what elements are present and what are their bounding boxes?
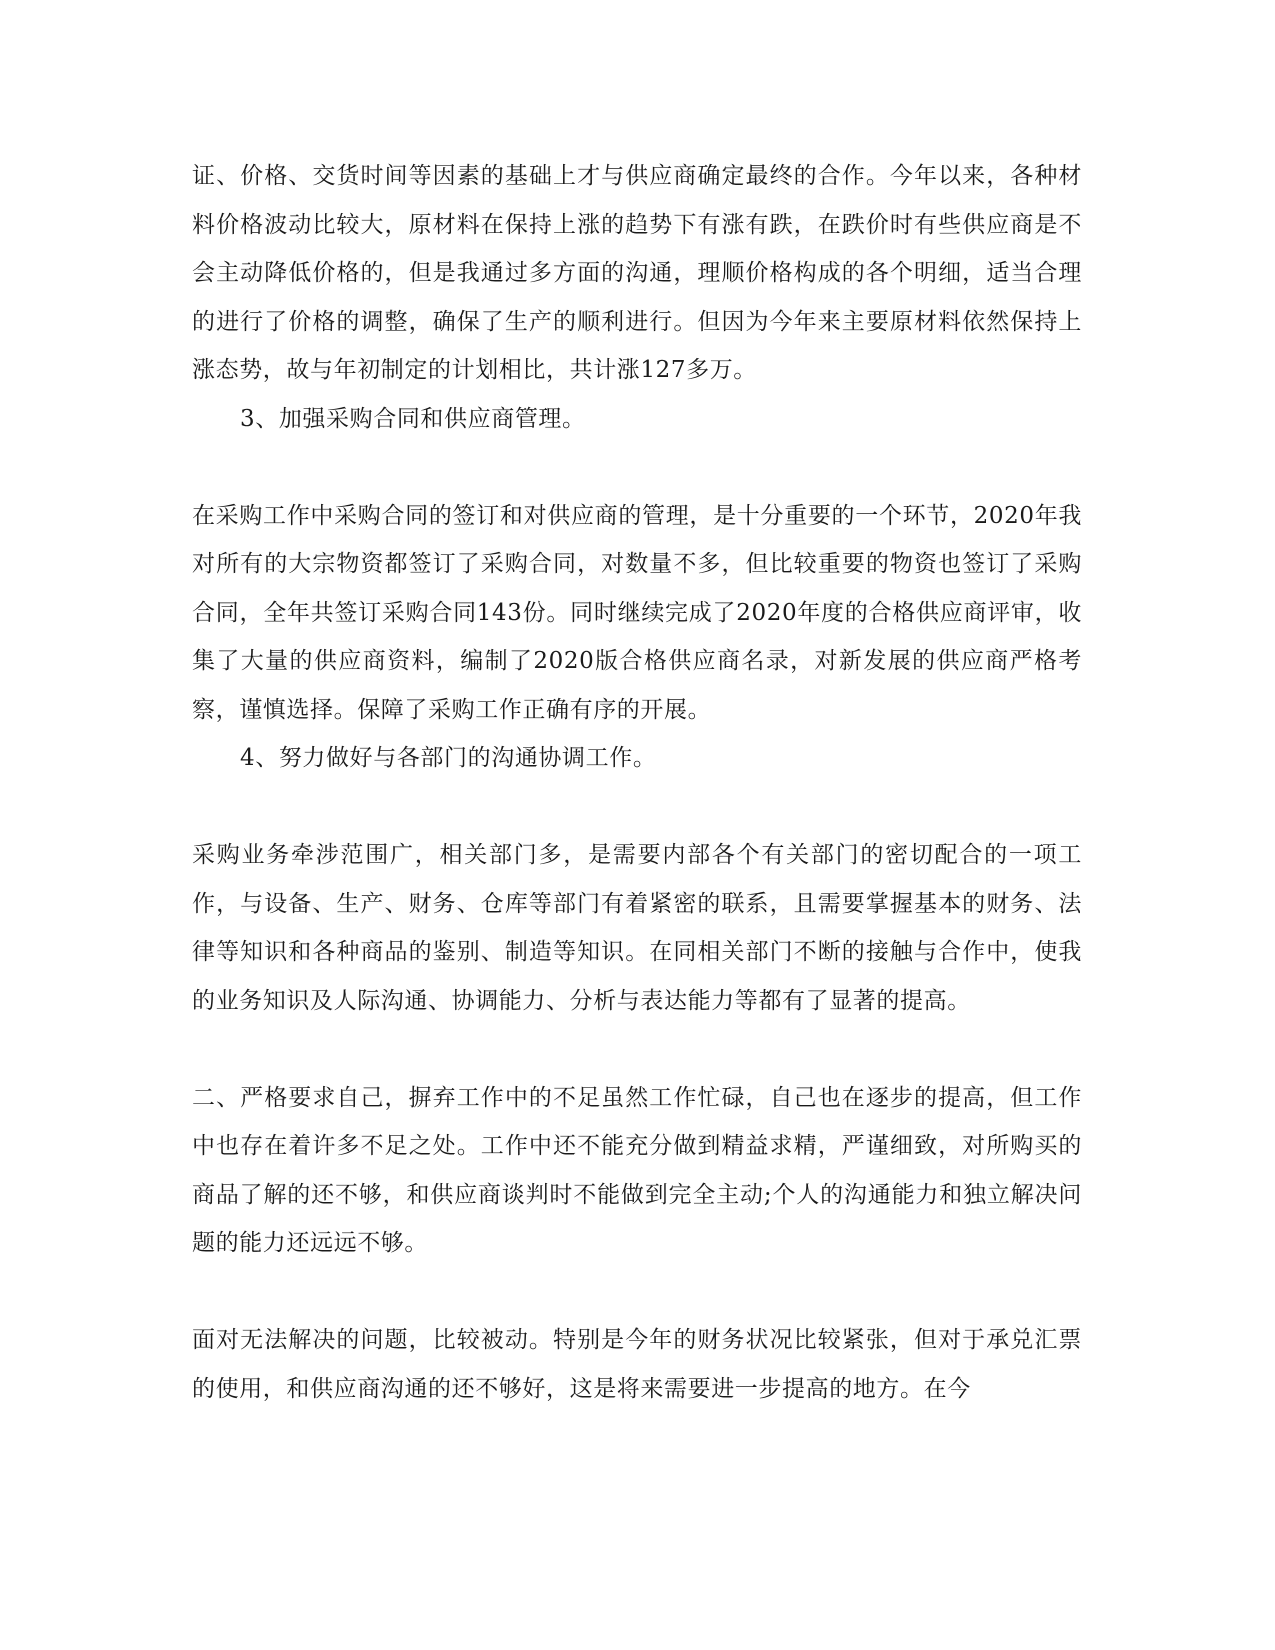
heading-department-coordination: 4、努力做好与各部门的沟通协调工作。 [240,745,657,771]
paragraph-contract-management: 在采购工作中采购合同的签订和对供应商的管理，是十分重要的一个环节，2020年我对所有的大宗物资都签订了采购合同，对数量不多，但比较重要的物资也签订了采购合同，全年共签订采购合同143份。同时继续完成了2020年度的合格供应商评审，收集了大量的供应商资料，编制了2020版合格供应商名录，对新发展的供应商严格考察，谨慎选择。保障了采购工作正确有序的开展。 [192,502,1082,723]
heading-contract-supplier-management: 3、加强采购合同和供应商管理。 [240,405,586,432]
paragraph-department-coordination: 采购业务牵涉范围广，相关部门多，是需要内部各个有关部门的密切配合的一项工作，与设备、生产、财务、仓库等部门有着紧密的联系，且需要掌握基本的财务、法律等知识和各种商品的鉴别、制造等知识。在同相关部门不断的接触与合作中，使我的业务知识及人际沟通、协调能力、分析与表达能力等都有了显著的提高。 [192,842,1082,1014]
paragraph-passive-issues: 面对无法解决的问题，比较被动。特别是今年的财务状况比较紧张，但对于承兑汇票的使用，和供应商沟通的还不够好，这是将来需要进一步提高的地方。在今 [192,1327,1082,1402]
paragraph-price-negotiation: 证、价格、交货时间等因素的基础上才与供应商确定最终的合作。今年以来，各种材料价格波动比较大，原材料在保持上涨的趋势下有涨有跌，在跌价时有些供应商是不会主动降低价格的，但是我通过多方面的沟通，理顺价格构成的各个明细，适当合理的进行了价格的调整，确保了生产的顺利进行。但因为今年来主要原材料依然保持上涨态势，故与年初制定的计划相比，共计涨127多万。 [192,163,1082,383]
paragraph-shortcomings: 二、严格要求自己，摒弃工作中的不足虽然工作忙碌，自己也在逐步的提高，但工作中也存在着许多不足之处。工作中还不能充分做到精益求精，严谨细致，对所购买的商品了解的还不够，和供应商谈判时不能做到完全主动;个人的沟通能力和独立解决问题的能力还远远不够。 [192,1084,1082,1256]
document-body [192,152,1082,1413]
